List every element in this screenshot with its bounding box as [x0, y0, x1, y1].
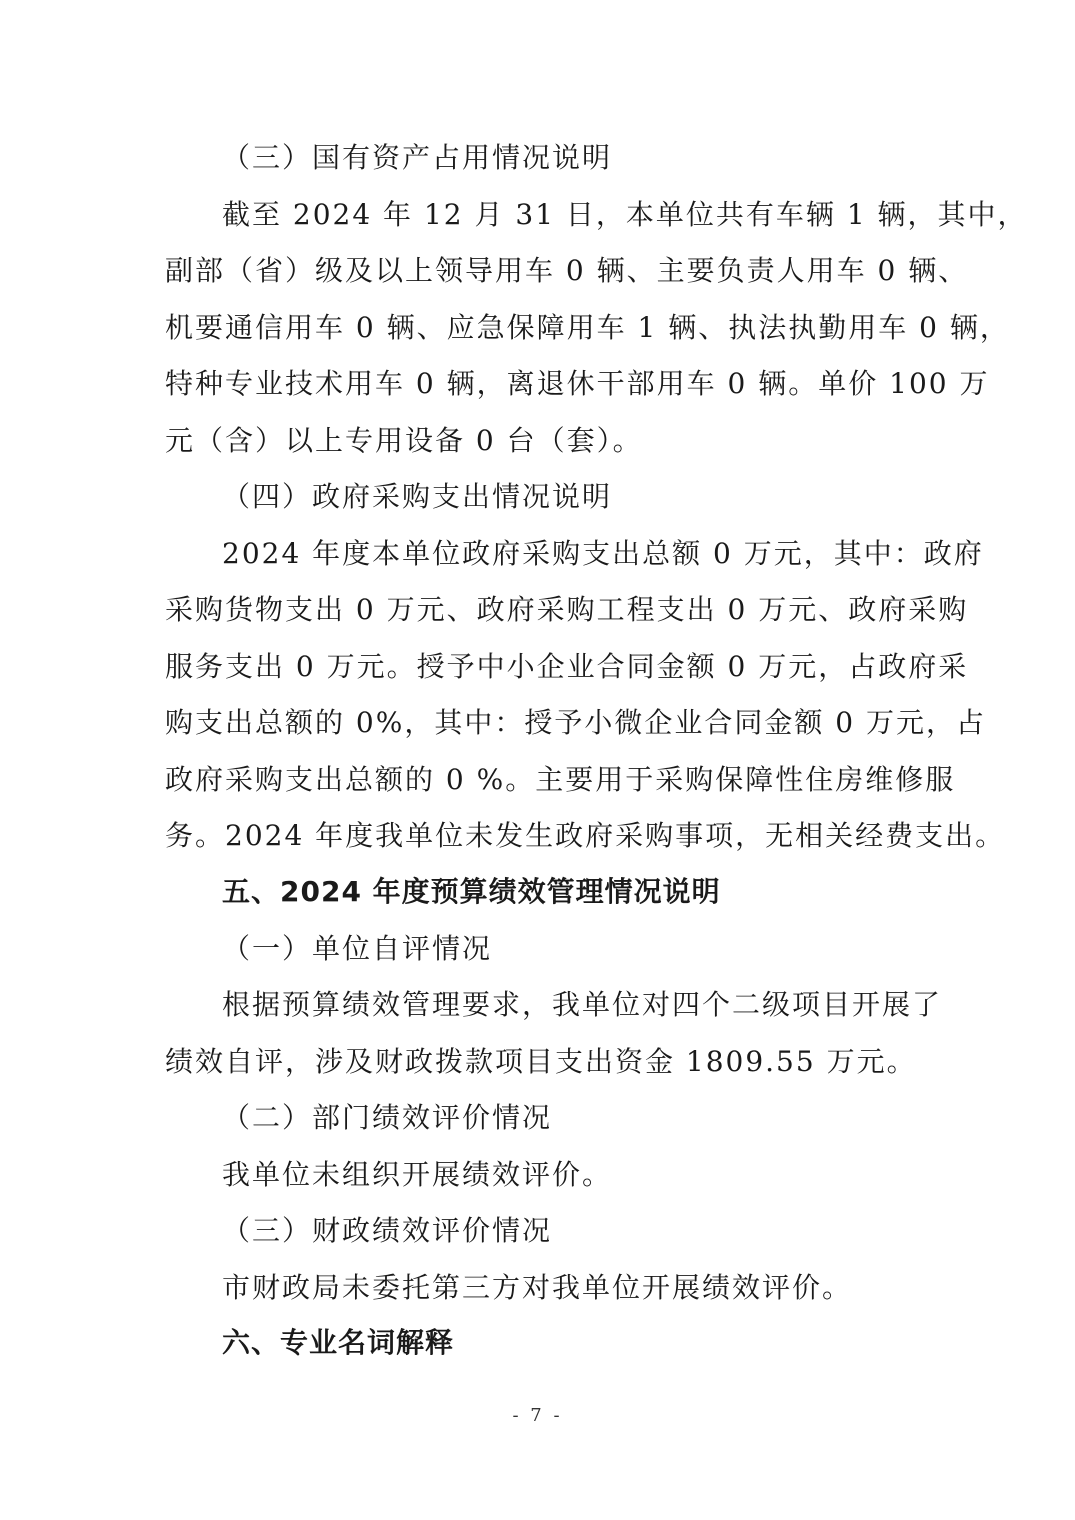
paragraph-line: 我单位未组织开展绩效评价。 [222, 1158, 613, 1191]
subsection-heading-fiscal-evaluation: （三）财政绩效评价情况 [222, 1214, 553, 1247]
paragraph-line: 元（含）以上专用设备 0 台（套）。 [165, 424, 643, 457]
paragraph-line: 服务支出 0 万元。授予中小企业合同金额 0 万元，占政府采 [165, 650, 969, 683]
paragraph-line: 副部（省）级及以上领导用车 0 辆、主要负责人用车 0 辆、 [165, 254, 969, 287]
section-heading-glossary: 六、专业名词解释 [222, 1326, 455, 1359]
paragraph-line: 特种专业技术用车 0 辆，离退休干部用车 0 辆。单价 100 万 [165, 367, 990, 400]
section-heading-performance: 五、2024 年度预算绩效管理情况说明 [222, 875, 721, 908]
paragraph-line: 购支出总额的 0%，其中：授予小微企业合同金额 0 万元，占 [165, 706, 986, 739]
paragraph-line: 2024 年度本单位政府采购支出总额 0 万元，其中：政府 [222, 537, 984, 570]
subsection-heading-department-evaluation: （二）部门绩效评价情况 [222, 1101, 553, 1134]
paragraph-line: 根据预算绩效管理要求，我单位对四个二级项目开展了 [222, 988, 943, 1021]
section-heading-procurement: （四）政府采购支出情况说明 [222, 480, 613, 513]
subsection-heading-self-evaluation: （一）单位自评情况 [222, 932, 493, 965]
paragraph-line: 政府采购支出总额的 0 %。主要用于采购保障性住房维修服 [165, 763, 956, 796]
paragraph-line: 绩效自评，涉及财政拨款项目支出资金 1809.55 万元。 [165, 1045, 917, 1078]
section-heading-state-assets: （三）国有资产占用情况说明 [222, 141, 613, 174]
paragraph-line: 截至 2024 年 12 月 31 日，本单位共有车辆 1 辆，其中， [222, 198, 1028, 231]
paragraph-line: 机要通信用车 0 辆、应急保障用车 1 辆、执法执勤用车 0 辆， [165, 311, 1010, 344]
page-number: - 7 - [512, 1405, 563, 1426]
paragraph-line: 采购货物支出 0 万元、政府采购工程支出 0 万元、政府采购 [165, 593, 969, 626]
paragraph-line: 务。2024 年度我单位未发生政府采购事项，无相关经费支出。 [165, 819, 1006, 852]
paragraph-line: 市财政局未委托第三方对我单位开展绩效评价。 [222, 1271, 853, 1304]
